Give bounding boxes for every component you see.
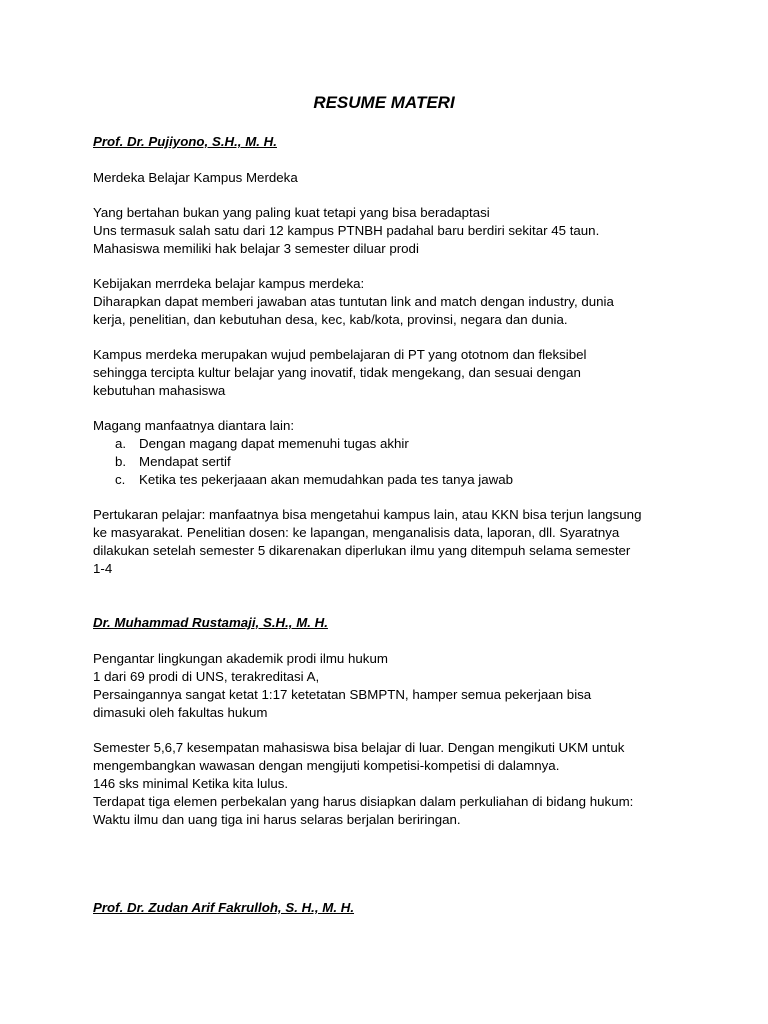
document-title: RESUME MATERI [313,93,455,112]
list-intro: Magang manfaatnya diantara lain: [93,418,295,433]
paragraph [93,650,713,722]
text-line: 1-4 [93,561,113,576]
benefit-list [93,435,713,489]
speaker-heading-1 [93,133,713,151]
text-line: Yang bertahan bukan yang paling kuat tetapi yang bisa beradaptasi [93,205,490,220]
speaker-name: Dr. Muhammad Rustamaji, S.H., M. H. [93,615,328,630]
paragraph [93,204,713,258]
list-item [93,471,713,489]
list-item [93,453,713,471]
text-line: Uns termasuk salah satu dari 12 kampus PTNBH padahal baru berdiri sekitar 45 taun. [93,223,600,238]
list-marker: c. [115,472,126,487]
text-line: dilakukan setelah semester 5 dikarenakan diperlukan ilmu yang ditempuh selama semester [93,543,631,558]
list-marker: b. [115,454,127,469]
speaker-heading-3 [93,899,713,917]
paragraph [93,739,713,829]
text-line: Terdapat tiga elemen perbekalan yang harus disiapkan dalam perkuliahan di bidang hukum: [93,794,634,809]
text-line: mengembangkan wawasan dengan mengijuti kompetisi-kompetisi di dalamnya. [93,758,560,773]
speaker-name: Prof. Dr. Pujiyono, S.H., M. H. [93,134,277,149]
speaker-name: Prof. Dr. Zudan Arif Fakrulloh, S. H., M. H. [93,900,355,915]
text-line: 146 sks minimal Ketika kita lulus. [93,776,289,791]
text-line: Kampus merdeka merupakan wujud pembelajaran di PT yang ototnom dan fleksibel [93,347,587,362]
speaker-heading-2 [93,614,713,632]
list-item-text: Dengan magang dapat memenuhi tugas akhir [139,436,409,451]
list-item-text: Mendapat sertif [139,454,231,469]
paragraph [93,346,713,400]
text-line: kerja, penelitian, dan kebutuhan desa, kec, kab/kota, provinsi, negara dan dunia. [93,312,568,327]
text-line: Semester 5,6,7 kesempatan mahasiswa bisa belajar di luar. Dengan mengikuti UKM untuk [93,740,625,755]
text-line: dimasuki oleh fakultas hukum [93,705,268,720]
text-line: Pertukaran pelajar: manfaatnya bisa mengetahui kampus lain, atau KKN bisa terjun langsung [93,507,642,522]
paragraph [93,275,713,329]
text-line: kebutuhan mahasiswa [93,383,226,398]
text-line: ke masyarakat. Penelitian dosen: ke lapangan, menganalisis data, laporan, dll. Syaratnya [93,525,620,540]
list-marker: a. [115,436,127,451]
text-line: Diharapkan dapat memberi jawaban atas tuntutan link and match dengan industry, dunia [93,294,614,309]
text-line: Mahasiswa memiliki hak belajar 3 semester diluar prodi [93,241,419,256]
text-line: Persaingannya sangat ketat 1:17 ketetatan SBMPTN, hamper semua pekerjaan bisa [93,687,592,702]
text-line: Pengantar lingkungan akademik prodi ilmu hukum [93,651,388,666]
list-block [93,417,713,489]
text-line: 1 dari 69 prodi di UNS, terakreditasi A, [93,669,320,684]
text-line: sehingga tercipta kultur belajar yang inovatif, tidak mengekang, dan sesuai dengan [93,365,581,380]
paragraph [93,506,713,578]
list-item-text: Ketika tes pekerjaaan akan memudahkan pada tes tanya jawab [139,472,514,487]
text-line: Merdeka Belajar Kampus Merdeka [93,170,298,185]
topic-line [93,169,713,187]
list-item [93,435,713,453]
text-line: Kebijakan merrdeka belajar kampus merdeka: [93,276,365,291]
text-line: Waktu ilmu dan uang tiga ini harus selaras berjalan beriringan. [93,812,461,827]
